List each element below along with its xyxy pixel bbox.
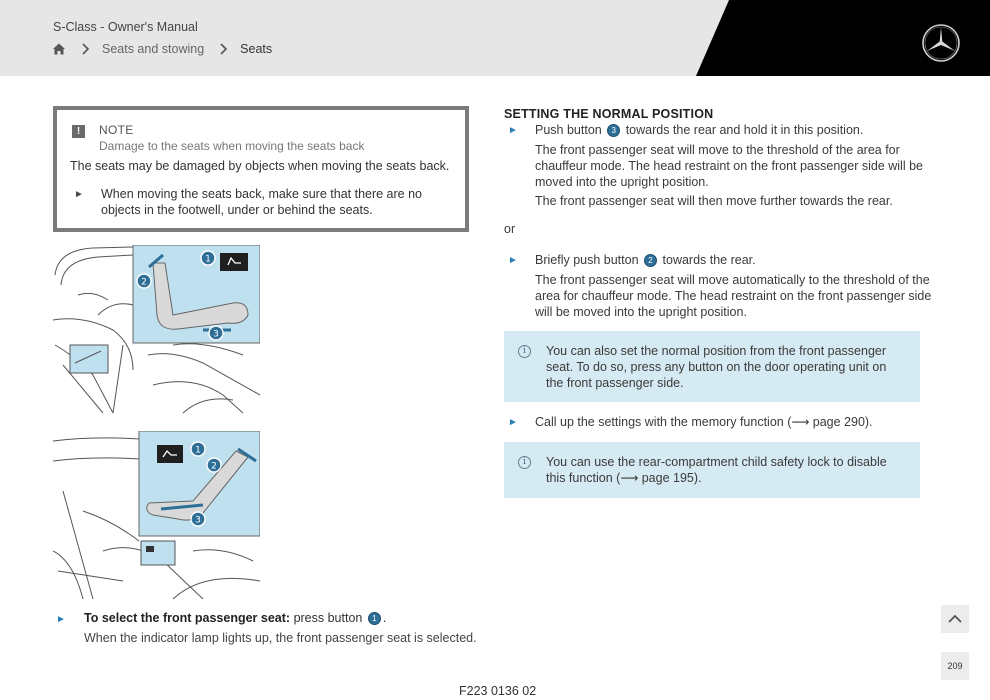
step-memory-function-link[interactable]: Call up the settings with the memory function (⟶ page 290). bbox=[535, 415, 873, 429]
step-push-button-3 bbox=[535, 122, 863, 138]
note-box bbox=[53, 106, 469, 232]
note-bullet bbox=[101, 186, 441, 218]
text-line: chauffeur mode. The head restraint on the front passenger side will be bbox=[535, 159, 923, 173]
figure-callout: 1 bbox=[195, 445, 201, 456]
text-line: will be moved into the upright position. bbox=[535, 305, 747, 319]
figure-seat-controls-2 bbox=[53, 431, 260, 601]
step-result: When the indicator lamp lights up, the front passenger seat is selected. bbox=[84, 631, 477, 645]
step-select-front-passenger-seat bbox=[84, 611, 386, 625]
figure-callout: 2 bbox=[211, 461, 217, 472]
text-line: the front passenger side. bbox=[546, 376, 684, 390]
text-line: The front passenger seat will move to the threshold of the area for bbox=[535, 143, 900, 157]
page-number: 209 bbox=[941, 652, 969, 680]
button-1-badge: 1 bbox=[368, 612, 381, 625]
step-text: towards the rear. bbox=[662, 253, 756, 267]
figure-callout: 3 bbox=[195, 515, 201, 526]
text-line: area for chauffeur mode. The head restraint on the front passenger side bbox=[535, 289, 932, 303]
step-text: Briefly push button bbox=[535, 253, 639, 267]
step-result bbox=[535, 142, 923, 190]
breadcrumb bbox=[52, 42, 272, 56]
note-bullet-line: objects in the footwell, under or behind the seats. bbox=[101, 203, 373, 217]
step-result bbox=[535, 272, 931, 320]
info-box-normal-position bbox=[504, 331, 920, 402]
text-line: You can use the rear-compartment child safety lock to disable bbox=[546, 455, 887, 469]
section-heading: SETTING THE NORMAL POSITION bbox=[504, 107, 714, 121]
header-black-panel bbox=[0, 0, 990, 76]
text-line: The front passenger seat will move automatically to the threshold of the bbox=[535, 273, 930, 287]
bullet-arrow-icon: ► bbox=[74, 189, 84, 200]
step-label: To select the front passenger seat: bbox=[84, 611, 291, 625]
chevron-up-icon bbox=[941, 605, 969, 633]
bullet-arrow-icon: ► bbox=[508, 255, 518, 266]
scroll-to-top-button[interactable] bbox=[941, 605, 969, 633]
info-icon: i bbox=[518, 345, 531, 358]
figure-callout: 3 bbox=[213, 329, 219, 340]
step-text: Push button bbox=[535, 123, 602, 137]
note-body: The seats may be damaged by objects when moving the seats back. bbox=[70, 159, 450, 173]
info-text bbox=[546, 454, 887, 486]
text-line: You can also set the normal position from the front passenger bbox=[546, 344, 887, 358]
warning-icon: ! bbox=[72, 125, 85, 138]
or-separator: or bbox=[504, 222, 516, 236]
figure-seat-controls-1 bbox=[53, 245, 260, 415]
step-text: towards the rear and hold it in this position. bbox=[625, 123, 864, 137]
bullet-arrow-icon: ► bbox=[508, 125, 518, 136]
bullet-arrow-icon: ► bbox=[508, 417, 518, 428]
home-icon[interactable] bbox=[52, 42, 66, 56]
doc-title: S-Class - Owner's Manual bbox=[53, 20, 198, 34]
page-link[interactable]: this function (⟶ page 195). bbox=[546, 471, 702, 485]
breadcrumb-item-seats: Seats bbox=[240, 42, 273, 56]
figure-callout: 1 bbox=[205, 254, 211, 265]
text-line: seat. To do so, press any button on the door operating unit on bbox=[546, 360, 887, 374]
info-text bbox=[546, 343, 886, 391]
figure-illustration bbox=[53, 245, 260, 415]
step-end: . bbox=[382, 611, 387, 625]
bullet-arrow-icon: ► bbox=[56, 614, 66, 625]
mercedes-star-logo[interactable] bbox=[921, 23, 961, 63]
figure-callout: 2 bbox=[141, 277, 147, 288]
figure-code: F223 0136 02 bbox=[459, 684, 537, 698]
chevron-right-icon bbox=[218, 42, 228, 56]
breadcrumb-item-seats-and-stowing[interactable]: Seats and stowing bbox=[102, 42, 205, 56]
step-action: press button bbox=[293, 611, 363, 625]
text-line: moved into the upright position. bbox=[535, 175, 709, 189]
note-heading: NOTE bbox=[99, 123, 134, 137]
note-bullet-line: When moving the seats back, make sure that there are no bbox=[101, 187, 423, 201]
step-push-button-2 bbox=[535, 252, 756, 268]
note-subheading: Damage to the seats when moving the seats back bbox=[99, 139, 365, 153]
figure-illustration bbox=[53, 431, 260, 601]
button-2-badge: 2 bbox=[644, 254, 657, 267]
button-3-badge: 3 bbox=[607, 124, 620, 137]
chevron-right-icon bbox=[80, 42, 90, 56]
step-result-2: The front passenger seat will then move further towards the rear. bbox=[535, 194, 893, 208]
info-icon: i bbox=[518, 456, 531, 469]
info-box-child-safety-lock bbox=[504, 442, 920, 498]
